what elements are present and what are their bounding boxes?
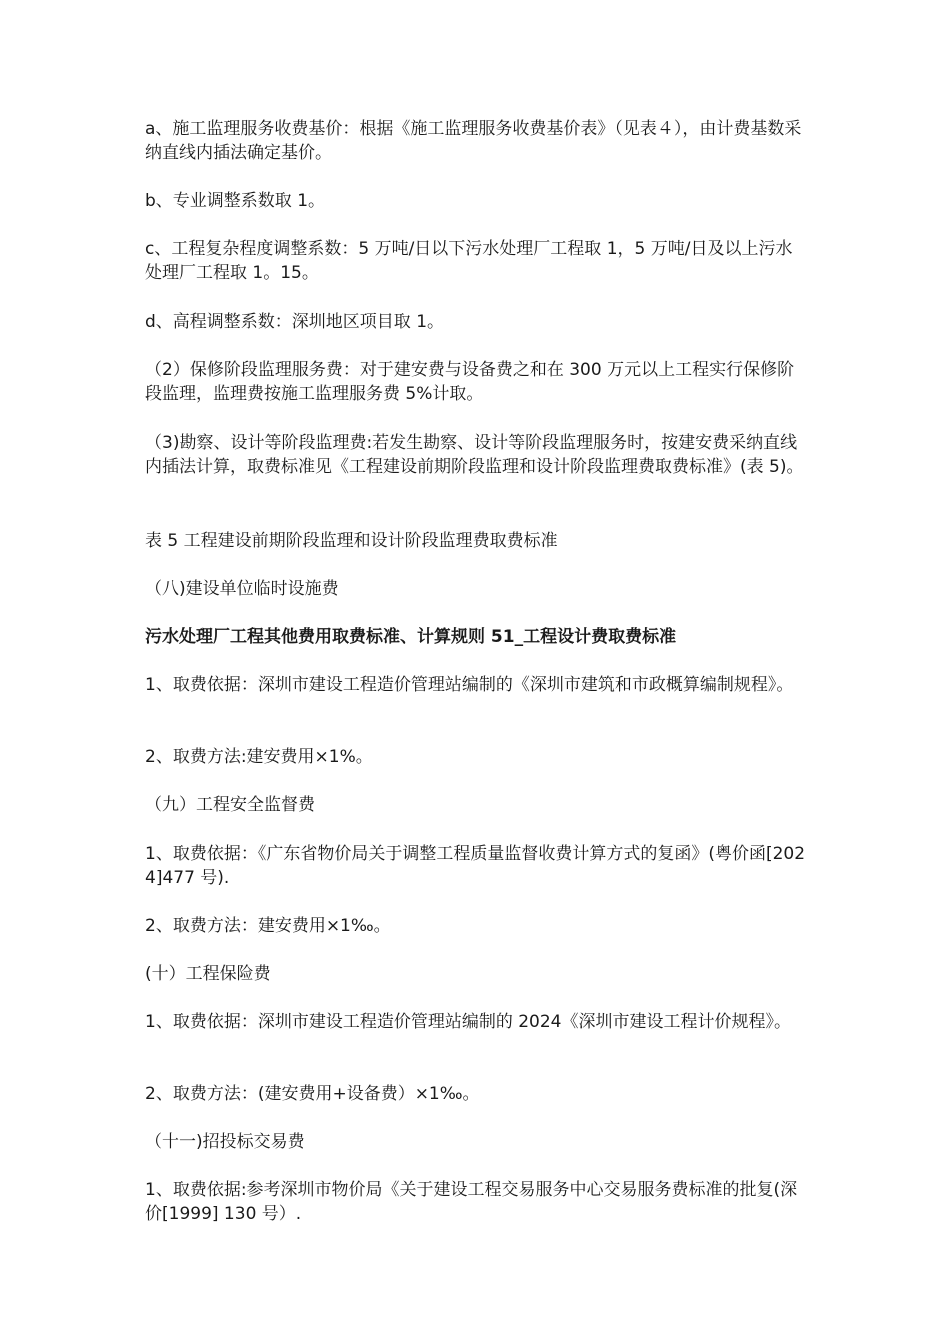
paragraph-warranty-supervision: （2）保修阶段监理服务费：对于建安费与设备费之和在 300 万元以上工程实行保修阶段监理，监理费按施工监理服务费 5%计取。: [145, 360, 795, 404]
paragraph-method-2: 2、取费方法：建安费用×1‰。: [145, 916, 391, 936]
bold-heading-fee-standards: 污水处理厂工程其他费用取费标准、计算规则 51_工程设计费取费标准: [145, 627, 677, 647]
paragraph-base-price: a、施工监理服务收费基价：根据《施工监理服务收费基价表》（见表４），由计费基数采纳直线内插法确定基价。: [145, 119, 802, 163]
paragraph-basis-2: 1、取费依据：《广东省物价局关于调整工程质量监督收费计算方式的复函》(粤价函[2024]477 号).: [145, 844, 806, 888]
section-heading-safety-supervision: （九）工程安全监督费: [145, 795, 315, 815]
paragraph-method-1: 2、取费方法:建安费用×1%。: [145, 747, 373, 767]
paragraph-complexity-coefficient: c、工程复杂程度调整系数：5 万吨/日以下污水处理厂工程取 1，5 万吨/日及以上污水处理厂工程取 1。15。: [145, 239, 793, 283]
paragraph-basis-4: 1、取费依据:参考深圳市物价局《关于建设工程交易服务中心交易服务费标准的批复(深价[1999] 130 号）.: [145, 1180, 798, 1224]
section-heading-insurance: (十）工程保险费: [145, 964, 271, 984]
table-caption: 表 5 工程建设前期阶段监理和设计阶段监理费取费标准: [145, 531, 558, 551]
paragraph-survey-design-supervision: （3)勘察、设计等阶段监理费:若发生勘察、设计等阶段监理服务时，按建安费采纳直线内插法计算，取费标准见《工程建设前期阶段监理和设计阶段监理费取费标准》(表 5)。: [145, 433, 804, 477]
paragraph-basis-3: 1、取费依据：深圳市建设工程造价管理站编制的 2024《深圳市建设工程计价规程》。: [145, 1012, 791, 1032]
section-heading-bidding-fee: （十一)招投标交易费: [145, 1132, 305, 1152]
paragraph-elevation-coefficient: d、高程调整系数：深圳地区项目取 1。: [145, 312, 445, 332]
paragraph-professional-coefficient: b、专业调整系数取 1。: [145, 191, 326, 211]
section-heading-temporary-facilities: （八)建设单位临时设施费: [145, 579, 339, 599]
paragraph-basis-1: 1、取费依据：深圳市建设工程造价管理站编制的《深圳市建筑和市政概算编制规程》。: [145, 675, 794, 695]
paragraph-method-3: 2、取费方法：(建安费用+设备费）×1‰。: [145, 1084, 480, 1104]
